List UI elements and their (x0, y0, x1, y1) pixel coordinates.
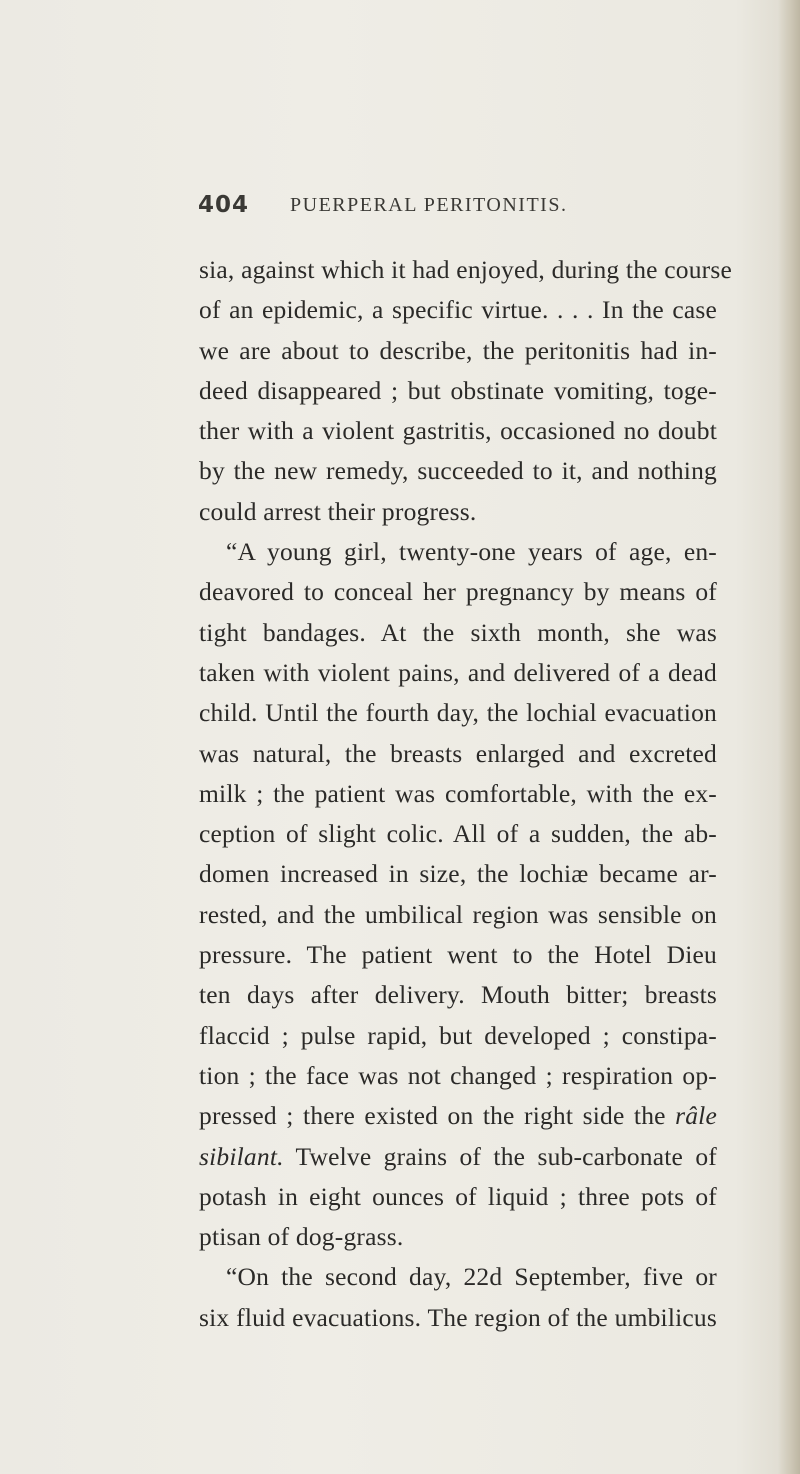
text-line: tight bandages. At the sixth month, she was (199, 617, 717, 647)
text-line: we are about to describe, the peritonitis had in- (199, 335, 717, 365)
page-number: 404 (198, 192, 250, 218)
text-line: tion ; the face was not changed ; respiration op- (199, 1060, 717, 1090)
text-line: ten days after delivery. Mouth bitter; breasts (199, 980, 717, 1010)
text-line: could arrest their progress. (199, 496, 477, 526)
text-line: “A young girl, twenty-one years of age, en- (226, 537, 717, 567)
text-line: taken with violent pains, and delivered of a dead (199, 657, 717, 687)
text-line: domen increased in size, the lochiæ became ar- (199, 859, 717, 889)
text-line: by the new remedy, succeeded to it, and nothing (199, 456, 717, 486)
text-line: potash in eight ounces of liquid ; three pots of (199, 1181, 717, 1211)
text-line: ptisan of dog-grass. (199, 1222, 404, 1252)
text-line: flaccid ; pulse rapid, but developed ; constipa- (199, 1020, 717, 1050)
text-line-with-italic (199, 1096, 717, 1136)
text-line: sibilant. Twelve grains of the sub-carbonate of (199, 1141, 717, 1171)
italic-word: râle (675, 1101, 717, 1131)
text-line: milk ; the patient was comfortable, with the ex- (199, 778, 717, 808)
text-line: of an epidemic, a specific virtue. . . . In the case (199, 295, 717, 325)
italic-word: sibilant. (199, 1141, 284, 1171)
running-title: PUERPERAL PERITONITIS. (290, 194, 568, 216)
text-line: ther with a violent gastritis, occasioned no doubt (199, 416, 717, 446)
text-line: deavored to conceal her pregnancy by means of (199, 577, 717, 607)
text-line: rested, and the umbilical region was sensible on (199, 899, 717, 929)
text-line: pressure. The patient went to the Hotel Dieu (199, 940, 717, 970)
text-line: “On the second day, 22d September, five or (226, 1262, 717, 1292)
page-edge (778, 0, 800, 1474)
text-line: deed disappeared ; but obstinate vomiting, toge- (199, 375, 717, 405)
text-line: six fluid evacuations. The region of the umbilicus (199, 1302, 717, 1332)
text-line: sia, against which it had enjoyed, during the course (199, 255, 733, 284)
text-line: was natural, the breasts enlarged and excreted (199, 738, 717, 768)
text-line: child. Until the fourth day, the lochial evacuation (199, 698, 717, 728)
body-text (199, 250, 733, 1338)
text-line: ception of slight colic. All of a sudden, the ab- (199, 819, 717, 849)
page-header (198, 192, 718, 232)
text-segment: pressed ; there existed on the right side the (199, 1101, 676, 1131)
